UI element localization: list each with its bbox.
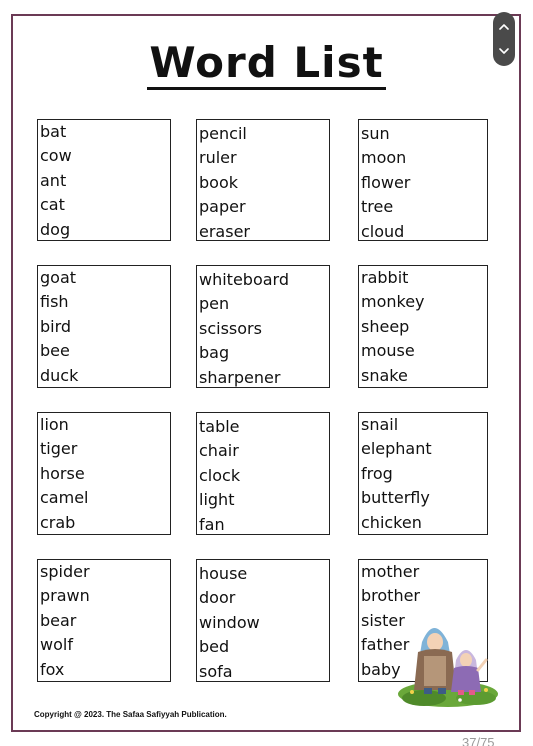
word: fan	[199, 514, 225, 534]
word: butterfly	[361, 488, 430, 508]
word: bag	[199, 343, 230, 363]
word: tree	[361, 197, 394, 217]
word: tiger	[40, 439, 78, 459]
word: horse	[40, 463, 85, 483]
word: prawn	[40, 586, 90, 606]
word: scissors	[199, 318, 262, 338]
word: door	[199, 588, 236, 608]
word: cat	[40, 195, 65, 215]
word: brother	[361, 586, 421, 606]
word: house	[199, 564, 248, 583]
word-box	[196, 265, 330, 388]
word: fox	[40, 659, 65, 679]
word-box	[196, 119, 330, 241]
word-box	[37, 412, 171, 535]
word: snail	[361, 415, 399, 434]
word: window	[199, 612, 260, 632]
word: ant	[40, 170, 67, 190]
word: dog	[40, 219, 71, 239]
word: chair	[199, 441, 239, 461]
word-box	[358, 412, 488, 535]
word: bird	[40, 316, 72, 336]
word: pen	[199, 294, 230, 314]
word-box	[37, 119, 171, 241]
page-scroll-control	[493, 12, 515, 66]
word: crab	[40, 512, 76, 532]
word: paper	[199, 197, 246, 217]
page-title	[0, 38, 533, 90]
word: bed	[199, 637, 230, 657]
word: monkey	[361, 292, 425, 312]
copyright-footer: Copyright @ 2023. The Safaa Safiyyah Publication.	[34, 710, 227, 719]
word-box	[196, 559, 330, 682]
word: eraser	[199, 221, 250, 241]
word: lion	[40, 415, 69, 434]
word: fish	[40, 292, 69, 312]
children-illustration	[394, 606, 498, 710]
word: cow	[40, 146, 72, 166]
chevron-up-icon	[499, 23, 509, 31]
word: bat	[40, 122, 67, 141]
word: snake	[361, 365, 408, 385]
word: bee	[40, 341, 70, 361]
word: whiteboard	[199, 270, 289, 289]
word: pencil	[199, 124, 247, 143]
word: sister	[361, 610, 405, 630]
scroll-up-button[interactable]	[493, 14, 515, 40]
word: sun	[361, 124, 390, 143]
word: wolf	[40, 635, 73, 655]
word: camel	[40, 488, 89, 508]
word: sofa	[199, 661, 233, 681]
word: table	[199, 417, 240, 436]
word-box	[37, 265, 171, 388]
word-box	[37, 559, 171, 682]
word: father	[361, 635, 410, 655]
word: moon	[361, 148, 407, 168]
word: book	[199, 172, 238, 192]
word: chicken	[361, 512, 422, 532]
word: elephant	[361, 439, 432, 459]
word-box	[358, 119, 488, 241]
word: rabbit	[361, 268, 409, 287]
word: duck	[40, 365, 79, 385]
word: mouse	[361, 341, 415, 361]
page-title-text: Word List	[147, 41, 385, 90]
word-box	[196, 412, 330, 535]
word: cloud	[361, 221, 405, 241]
word: bear	[40, 610, 77, 630]
word: sharpener	[199, 367, 281, 387]
word: spider	[40, 562, 90, 581]
word: sheep	[361, 316, 410, 336]
word: baby	[361, 659, 401, 679]
page-number: 37/75	[462, 735, 495, 746]
chevron-down-icon	[499, 47, 509, 55]
word: flower	[361, 172, 411, 192]
scroll-down-button[interactable]	[493, 38, 515, 64]
word: mother	[361, 562, 420, 581]
word: frog	[361, 463, 393, 483]
word: light	[199, 490, 235, 510]
word: ruler	[199, 148, 237, 168]
word-box	[358, 265, 488, 388]
word: goat	[40, 268, 77, 287]
word: clock	[199, 465, 241, 485]
